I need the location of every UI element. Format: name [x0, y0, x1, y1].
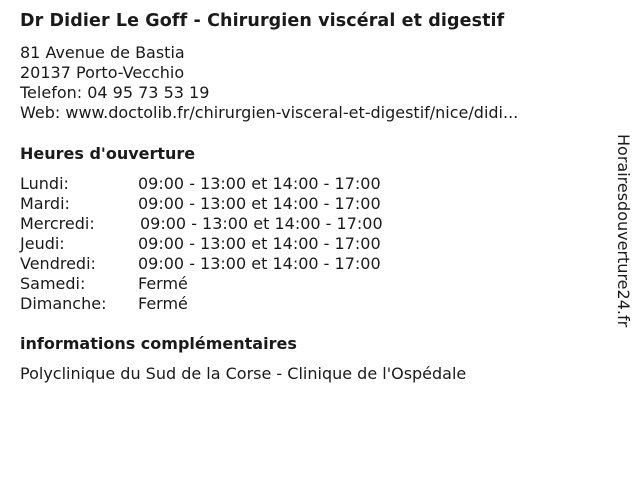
- hours-row-saturday: [20, 274, 440, 294]
- hours-row-friday: [20, 254, 440, 274]
- day-label: Jeudi:: [20, 234, 65, 253]
- time-value: 09:00 - 13:00 et 14:00 - 17:00: [140, 214, 383, 233]
- site-watermark: Horairesdouverture24.fr: [614, 134, 633, 328]
- hours-row-thursday: [20, 234, 440, 254]
- time-value: 09:00 - 13:00 et 14:00 - 17:00: [138, 194, 381, 213]
- info-text: Polyclinique du Sud de la Corse - Clinique de l'Ospédale: [20, 364, 467, 383]
- time-value: Fermé: [138, 294, 188, 313]
- website-link[interactable]: Web: www.doctolib.fr/chirurgien-visceral-et-digestif/nice/didi...: [20, 103, 519, 122]
- city-address: 20137 Porto-Vecchio: [20, 63, 185, 82]
- hours-heading: Heures d'ouverture: [20, 144, 196, 163]
- time-value: 09:00 - 13:00 et 14:00 - 17:00: [138, 174, 381, 193]
- info-heading: informations complémentaires: [20, 334, 297, 353]
- day-label: Mercredi:: [20, 214, 95, 233]
- day-label: Samedi:: [20, 274, 86, 293]
- time-value: Fermé: [138, 274, 188, 293]
- time-value: 09:00 - 13:00 et 14:00 - 17:00: [138, 254, 381, 273]
- hours-row-wednesday: [20, 214, 440, 234]
- hours-row-monday: [20, 174, 440, 194]
- street-address: 81 Avenue de Bastia: [20, 43, 185, 62]
- contact-block: [20, 43, 518, 123]
- day-label: Lundi:: [20, 174, 69, 193]
- page-title: Dr Didier Le Goff - Chirurgien viscéral et digestif: [20, 11, 505, 31]
- day-label: Vendredi:: [20, 254, 96, 273]
- day-label: Dimanche:: [20, 294, 107, 313]
- opening-hours-list: [20, 174, 440, 314]
- hours-row-sunday: [20, 294, 440, 314]
- hours-row-tuesday: [20, 194, 440, 214]
- day-label: Mardi:: [20, 194, 70, 213]
- phone-number: Telefon: 04 95 73 53 19: [20, 83, 210, 102]
- time-value: 09:00 - 13:00 et 14:00 - 17:00: [138, 234, 381, 253]
